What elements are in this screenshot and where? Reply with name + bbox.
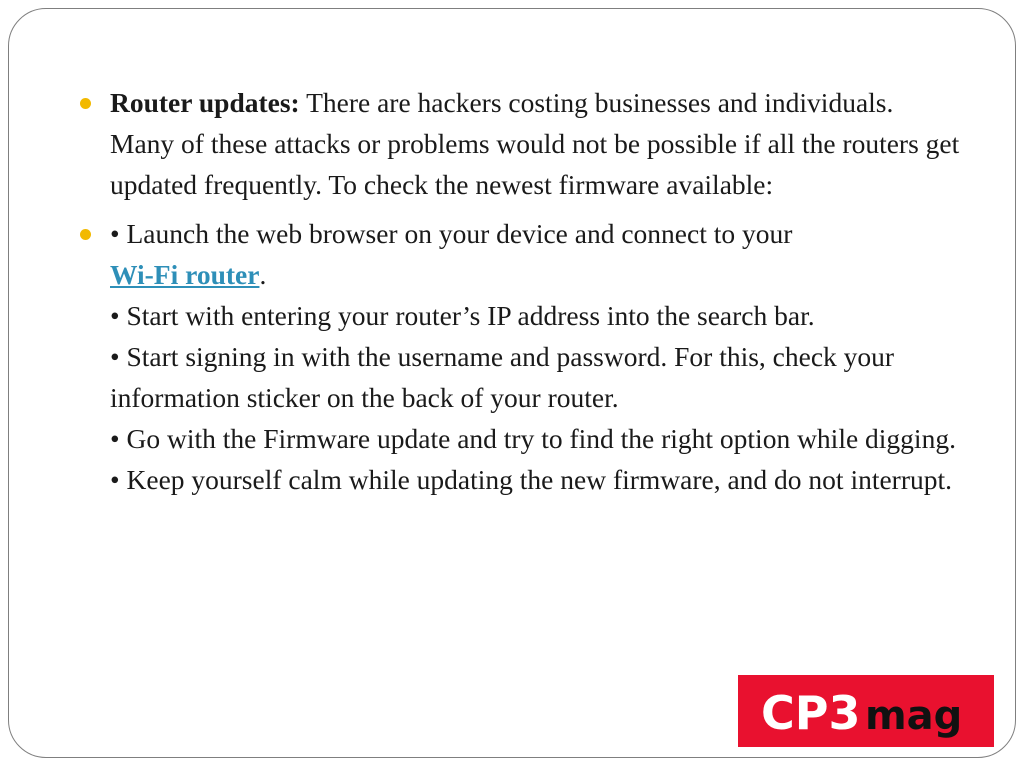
slide-content: [110, 82, 960, 508]
bullet-router-updates: [110, 82, 960, 205]
logo-text-main: CP3: [761, 686, 861, 739]
step-line-2: • Start with entering your router’s IP address into the search bar.: [110, 300, 815, 331]
bullet-dot-icon: [80, 229, 91, 240]
wifi-router-link[interactable]: Wi-Fi router: [110, 259, 260, 290]
bullet-dot-icon: [80, 98, 91, 109]
step-line-3: • Start signing in with the username and password. For this, check your information sticker on the back of your router.: [110, 341, 895, 413]
bullet-steps: [110, 213, 960, 500]
step-line-5: • Keep yourself calm while updating the new firmware, and do not interrupt.: [110, 464, 953, 495]
logo-text-accent: mag: [865, 693, 963, 739]
link-suffix: .: [259, 259, 267, 290]
bullet-heading: Router updates:: [110, 87, 300, 118]
logo-wordmark: [751, 683, 981, 739]
cp3mag-logo: [738, 675, 994, 747]
step-line-4: • Go with the Firmware update and try to find the right option while digging.: [110, 423, 956, 454]
bullet-text: There are hackers costing businesses and individuals. Many of these attacks or problems would not be possible if all the routers get updated frequently. To check the newest firmware available:: [110, 87, 960, 200]
step-line-1-link: [110, 254, 960, 295]
step-line-1: • Launch the web browser on your device and connect to your: [110, 218, 793, 249]
